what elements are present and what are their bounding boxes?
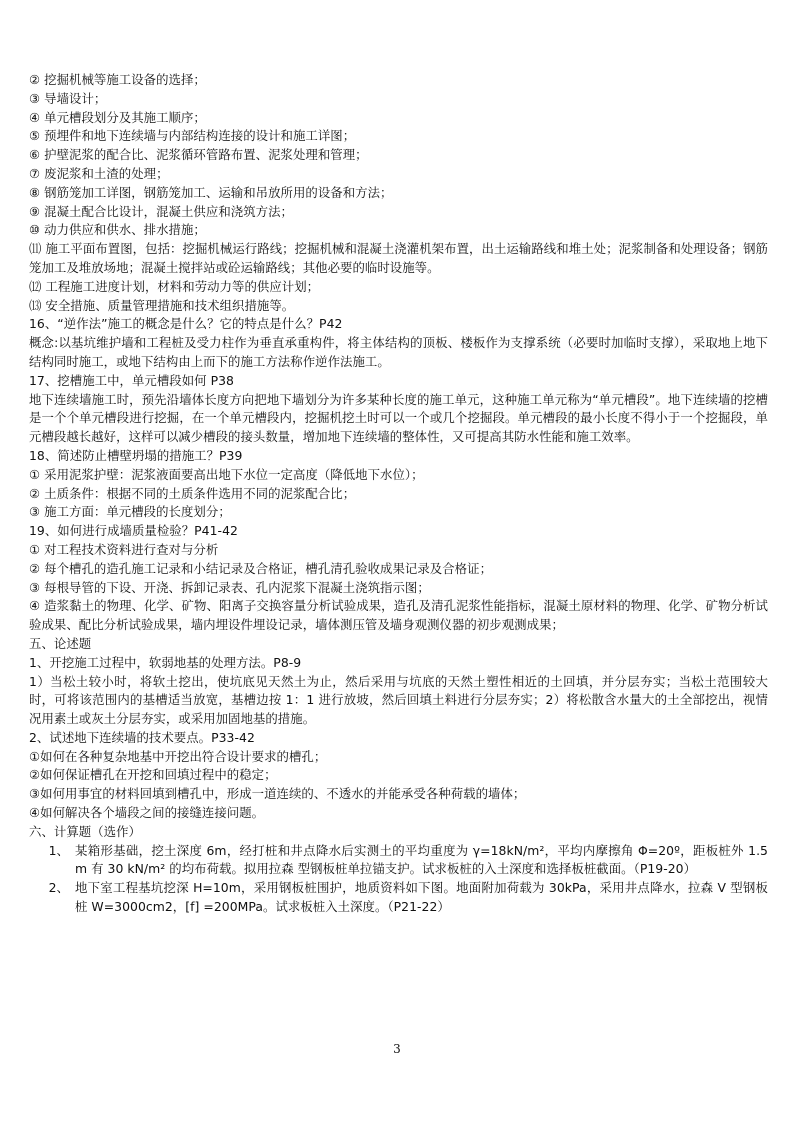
text-line: ② 每个槽孔的造孔施工记录和小结记录及合格证，槽孔清孔验收成果记录及合格证； — [29, 560, 493, 576]
page-number: 3 — [393, 1042, 401, 1056]
section-heading: 五、论述题 — [29, 635, 92, 651]
text-line: ③ 每根导管的下设、开浇、拆卸记录表、孔内泥浆下混凝土浇筑指示图； — [29, 579, 430, 595]
text-paragraph: ⑾ 施工平面布置图，包括：挖掘机械运行路线；挖掘机械和混凝土浇灌机架布置，出土运输路线和堆土处；泥浆制备和处理设备；钢筋笼加工及堆放场地；混凝土搅拌站或砼运输路线；其他必要的临时设施等。 — [29, 241, 768, 275]
question-heading: 2、试述地下连续墙的技术要点。P33-42 — [29, 729, 255, 745]
text-line: ⑥ 护壁泥浆的配合比、泥浆循环管路布置、泥浆处理和管理； — [29, 147, 368, 163]
text-line: ⒀ 安全措施、质量管理措施和技术组织措施等。 — [29, 297, 295, 313]
calc-item — [29, 842, 768, 880]
calc-item-number: 2、 — [48, 880, 69, 896]
question-heading: 16、“逆作法”施工的概念是什么？它的特点是什么？P42 — [29, 316, 343, 332]
text-line: ① 对工程技术资料进行查对与分析 — [29, 541, 219, 557]
question-heading: 18、简述防止槽壁坍塌的措施工？P39 — [29, 447, 243, 463]
text-line: ⑿ 工程施工进度计划，材料和劳动力等的供应计划； — [29, 278, 320, 294]
calc-item — [29, 879, 768, 917]
question-heading: 1、开挖施工过程中，软弱地基的处理方法。P8-9 — [29, 654, 302, 670]
text-line: ⑤ 预埋件和地下连续墙与内部结构连接的设计和施工详图； — [29, 128, 356, 144]
answer-paragraph: 概念:以基坑维护墙和工程桩及受力柱作为垂直承重构件，将主体结构的顶板、楼板作为支撑系统（必要时加临时支撑），采取地上地下结构同时施工，或地下结构由上而下的施工方法称作逆作法施工。 — [29, 335, 768, 369]
question-heading: 19、如何进行成墙质量检验？P41-42 — [29, 523, 238, 539]
text-line: ⑩ 动力供应和供水、排水措施； — [29, 222, 206, 238]
calc-item-text: 地下室工程基坑挖深 H=10m，采用钢板桩围护，地质资料如下图。地面附加荷载为 30kPa，采用井点降水，拉森 V 型钢板桩 W=3000cm2，[f] =200MPa。试求板桩入土深度。（P21-22） — [75, 880, 768, 915]
question-heading: 17、挖槽施工中，单元槽段如何 P38 — [29, 372, 234, 388]
calc-item-number: 1、 — [48, 842, 69, 858]
text-line: ② 土质条件：根据不同的土质条件选用不同的泥浆配合比； — [29, 485, 356, 501]
text-line: ④如何解决各个墙段之间的接缝连接问题。 — [29, 805, 265, 821]
answer-paragraph: 地下连续墙施工时，预先沿墙体长度方向把地下墙划分为许多某种长度的施工单元，这种施工单元称为“单元槽段”。地下连续墙的挖槽是一个个单元槽段进行挖掘，在一个单元槽段内，挖掘机挖土时可以一个或几个挖掘段。单元槽段的最小长度不得小于一个挖掘段，单元槽段越长越好，这样可以减少槽段的接头数量，增加地下连续墙的整体性，又可提高其防水性能和施工效率。 — [29, 391, 768, 445]
text-line: ⑦ 废泥浆和土渣的处理； — [29, 165, 169, 181]
document-body — [29, 71, 768, 917]
text-paragraph: ④ 造浆黏土的物理、化学、矿物、阳离子交换容量分析试验成果，造孔及清孔泥浆性能指标，混凝土原材料的物理、化学、矿物分析试验成果、配比分析试验成果，墙内埋设件埋设记录，墙体测压管及墙身观测仪器的初步观测成果； — [29, 598, 768, 633]
text-line: ⑨ 混凝土配合比设计，混凝土供应和浇筑方法； — [29, 203, 293, 219]
text-line: ③如何用事宜的材料回填到槽孔中，形成一道连续的、不透水的并能承受各种荷载的墙体； — [29, 786, 526, 802]
text-line: ① 采用泥浆护壁：泥浆液面要高出地下水位一定高度（降低地下水位）； — [29, 466, 424, 482]
answer-paragraph: 1）当松土较小时，将软土挖出，使坑底见天然土为止，然后采用与坑底的天然土塑性相近的土回填，并分层夯实；当松土范围较大时，可将该范围内的基槽适当放宽，基槽边按 1：1 进行放坡，然后回填土料进行分层夯实；2）将松散含水量大的土全部挖出，视情况用素土或灰土分层夯实，或采用加固地基的措施。 — [29, 673, 768, 727]
text-line: ⑧ 钢筋笼加工详图，钢筋笼加工、运输和吊放所用的设备和方法； — [29, 184, 393, 200]
text-line: ④ 单元槽段划分及其施工顺序； — [29, 109, 206, 125]
text-line: ①如何在各种复杂地基中开挖出符合设计要求的槽孔； — [29, 748, 327, 764]
text-line: ②如何保证槽孔在开挖和回填过程中的稳定； — [29, 767, 277, 783]
text-line: ② 挖掘机械等施工设备的选择； — [29, 72, 206, 87]
text-line: ③ 导墙设计； — [29, 90, 107, 106]
text-line: ③ 施工方面：单元槽段的长度划分； — [29, 504, 231, 520]
calc-item-text: 某箱形基础，挖土深度 6m，经打桩和井点降水后实测土的平均重度为 γ=18kN/m²，平均内摩擦角 Φ=20º，距板桩外 1.5 m 有 30 kN/m² 的均布荷载。拟用拉森 型钢板桩单拉锚支护。试求板桩的入土深度和选择板桩截面。（P19-20） — [75, 842, 768, 877]
section-heading: 六、计算题（选作） — [29, 823, 141, 839]
